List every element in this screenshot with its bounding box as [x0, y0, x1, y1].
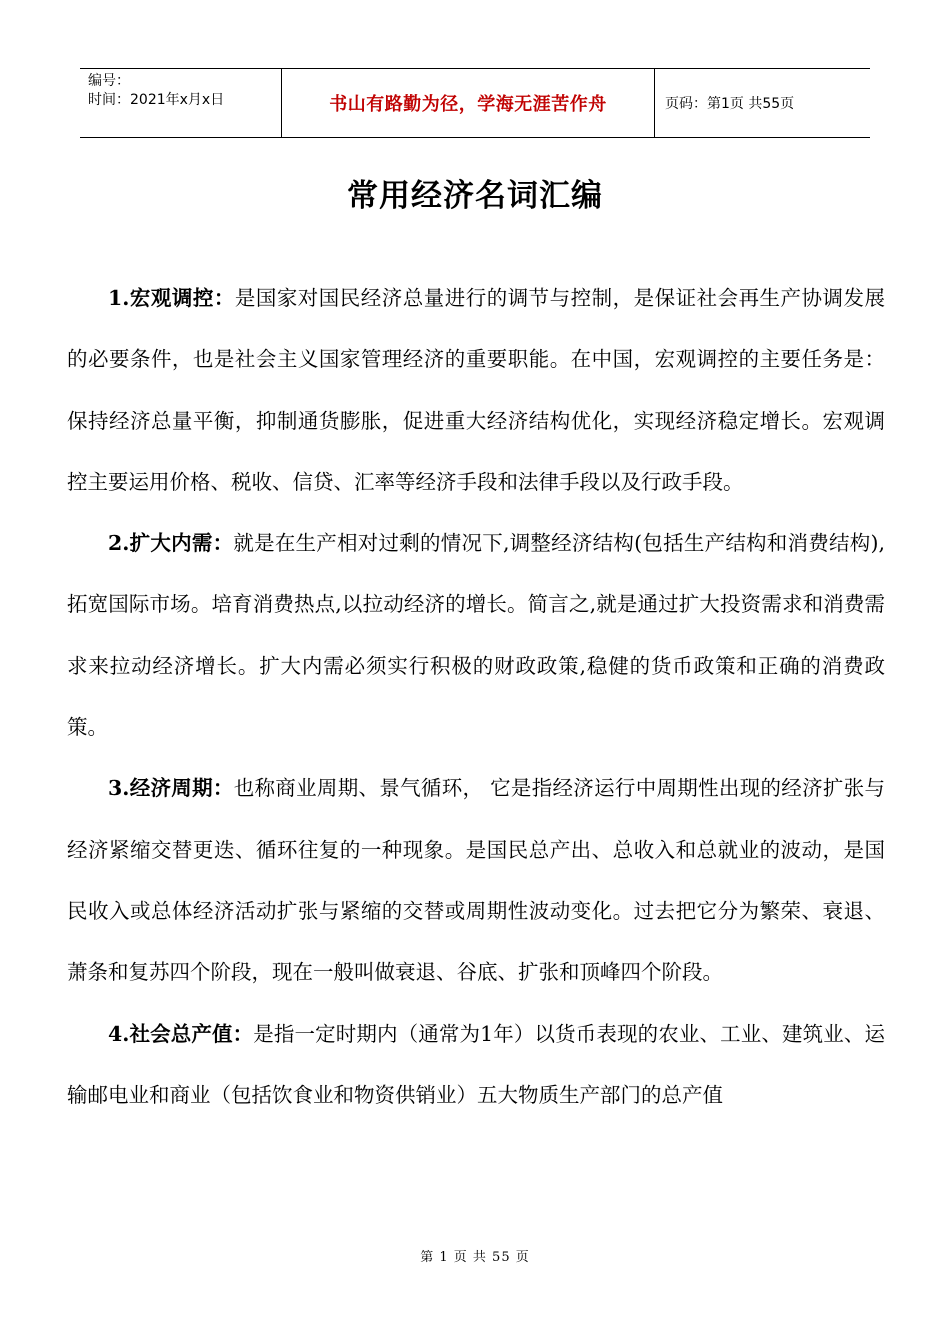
entry-text: 是国家对国民经济总量进行的调节与控制，是保证社会再生产协调发展的必要条件，也是社会主义国家管理经济的重要职能。在中国，宏观调控的主要任务是：保持经济总量平衡，抑制通货膨胀，促进重大经济结构优化，实现经济稳定增长。宏观调控主要运用价格、税收、信贷、汇率等经济手段和法律手段以及行政手段。: [67, 286, 886, 494]
entry-paragraph: [67, 513, 885, 758]
entry-text: 就是在生产相对过剩的情况下,调整经济结构(包括生产结构和消费结构),拓宽国际市场。培育消费热点,以拉动经济的增长。简言之,就是通过扩大投资需求和消费需求来拉动经济增长。扩大内需必须实行积极的财政政策,稳健的货币政策和正确的消费政策。: [67, 531, 886, 740]
header-motto: 书山有路勤为径，学海无涯苦作舟: [282, 69, 655, 137]
document-number-label: 编号：: [88, 73, 130, 89]
entry-term: 1.宏观调控：: [108, 286, 235, 310]
entry-paragraph: [67, 758, 885, 1003]
entry-text: 是指一定时期内（通常为1年）以货币表现的农业、工业、建筑业、运输邮电业和商业（包括饮食业和物资供销业）五大物质生产部门的总产值: [67, 1021, 885, 1107]
page-footer: 第 1 页 共 55 页: [420, 1250, 530, 1265]
entry-paragraph: [67, 1004, 885, 1127]
entry-term: 3.经济周期：: [108, 776, 234, 801]
document-title: 常用经济名词汇编: [347, 178, 603, 214]
entry-term: 4.社会总产值：: [108, 1021, 254, 1046]
entry-text: 也称商业周期、景气循环， 它是指经济运行中周期性出现的经济扩张与经济紧缩交替更迭、循环往复的一种现象。是国民总产出、总收入和总就业的波动，是国民收入或总体经济活动扩张与紧缩的交替或周期性波动变化。过去把它分为繁荣、衰退、萧条和复苏四个阶段，现在一般叫做衰退、谷底、扩张和顶峰四个阶段。: [67, 776, 885, 985]
entry-term: 2.扩大内需：: [108, 531, 234, 556]
document-date-label: 时间：2021年x月x日: [88, 92, 225, 108]
header-page-info: 页码：第1页 共55页: [665, 96, 795, 112]
document-body: [67, 268, 885, 1126]
page-header: [80, 68, 870, 138]
entry-paragraph: [67, 268, 885, 513]
header-meta-cell: [80, 69, 282, 137]
